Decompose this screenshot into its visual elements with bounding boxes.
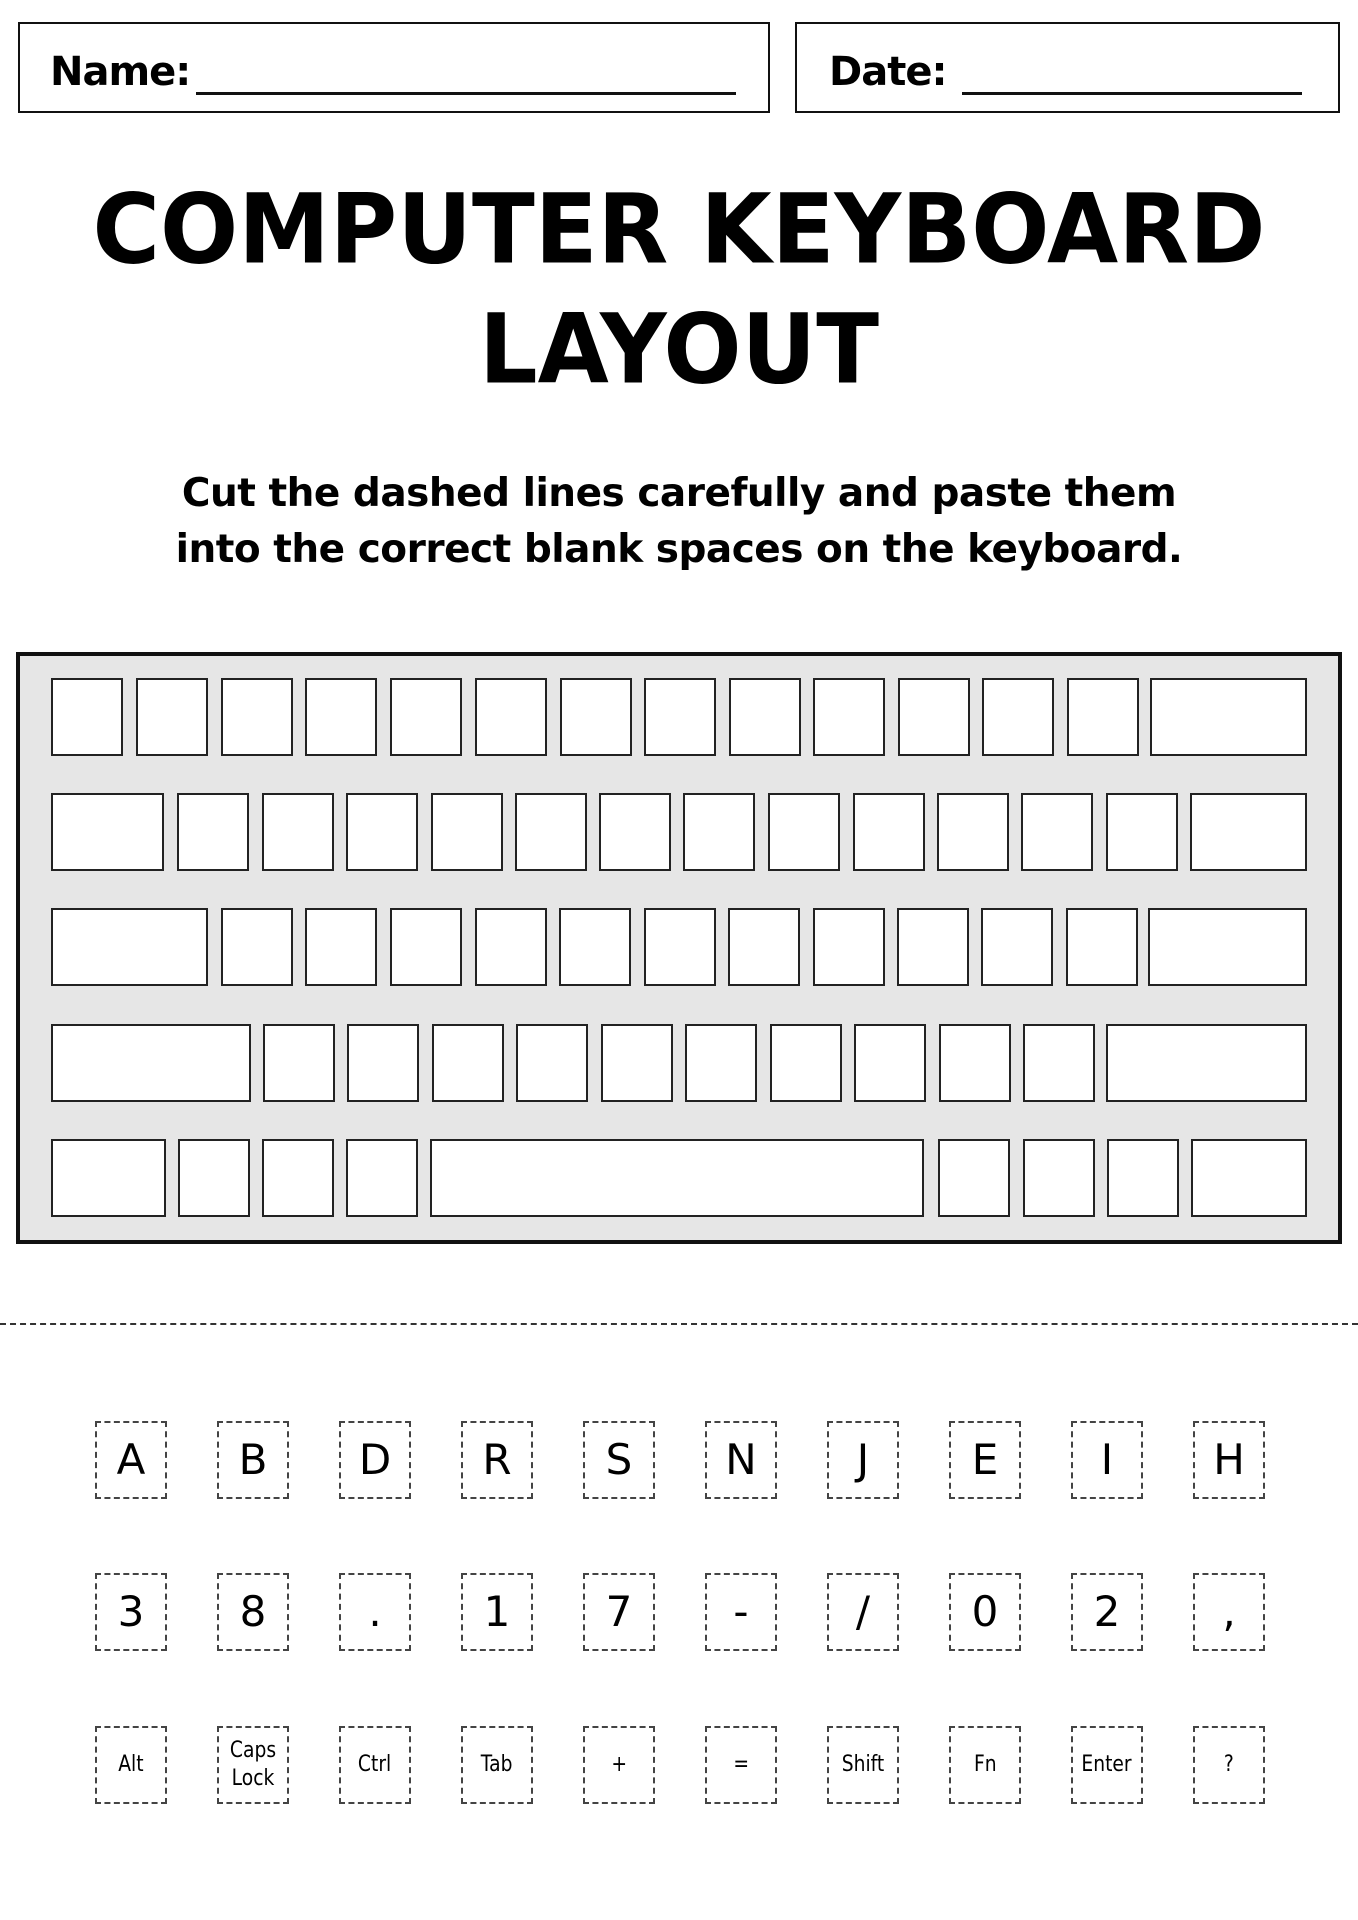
cutout-letter-card[interactable] bbox=[583, 1421, 655, 1499]
cutout-card-label: Ctrl bbox=[358, 1752, 392, 1777]
cutout-card-label: Shift bbox=[841, 1752, 885, 1777]
keyboard-blank-key-r4-k5 bbox=[516, 1024, 588, 1102]
keyboard-blank-key-r3-k2 bbox=[221, 908, 293, 986]
cutout-card-label: B bbox=[238, 1435, 268, 1484]
keyboard-blank-key-r3-k3 bbox=[305, 908, 377, 986]
cutout-card-label: J bbox=[856, 1435, 870, 1484]
keyboard-blank-key-r5-k9 bbox=[1191, 1139, 1307, 1217]
keyboard-blank-key-r1-k5 bbox=[390, 678, 462, 756]
keyboard-blank-key-r2-k7 bbox=[599, 793, 671, 871]
cutout-letter-card[interactable] bbox=[95, 1421, 167, 1499]
cutout-card-label: 2 bbox=[1093, 1587, 1121, 1636]
cutout-card-label: H bbox=[1213, 1435, 1245, 1484]
cutout-letter-card[interactable] bbox=[339, 1421, 411, 1499]
keyboard-blank-key-r2-k4 bbox=[346, 793, 418, 871]
cutout-card-label: R bbox=[482, 1435, 512, 1484]
keyboard-blank-key-r1-k2 bbox=[136, 678, 208, 756]
cutout-card-label: ? bbox=[1224, 1752, 1234, 1777]
cutout-card-label: 8 bbox=[239, 1587, 267, 1636]
keyboard-blank-key-r1-k14 bbox=[1150, 678, 1307, 756]
cutout-special-key-card[interactable] bbox=[827, 1726, 899, 1804]
cutout-symbol-card[interactable] bbox=[1193, 1573, 1265, 1651]
cutout-letter-card[interactable] bbox=[949, 1421, 1021, 1499]
keyboard-blank-key-r2-k13 bbox=[1106, 793, 1178, 871]
keyboard-blank-key-r3-k4 bbox=[390, 908, 462, 986]
cutout-special-key-card[interactable] bbox=[95, 1726, 167, 1804]
cutout-card-label: + bbox=[611, 1752, 627, 1777]
keyboard-blank-key-r3-k7 bbox=[644, 908, 716, 986]
instructions-line-2: into the correct blank spaces on the keyboard. bbox=[175, 527, 1183, 572]
keyboard-blank-key-r4-k12 bbox=[1106, 1024, 1307, 1102]
cutout-symbol-card[interactable] bbox=[95, 1573, 167, 1651]
cutout-card-label: N bbox=[725, 1435, 757, 1484]
keyboard-blank-key-r5-k7 bbox=[1023, 1139, 1095, 1217]
date-field-box bbox=[795, 22, 1340, 113]
keyboard-blank-key-r3-k11 bbox=[981, 908, 1053, 986]
name-field-box bbox=[18, 22, 770, 113]
keyboard-blank-key-r1-k8 bbox=[644, 678, 716, 756]
keyboard-blank-key-r1-k9 bbox=[729, 678, 801, 756]
keyboard-blank-key-r1-k7 bbox=[560, 678, 632, 756]
keyboard-blank-key-r2-k5 bbox=[431, 793, 503, 871]
cutout-special-key-card[interactable] bbox=[217, 1726, 289, 1804]
keyboard-blank-key-r1-k3 bbox=[221, 678, 293, 756]
keyboard-blank-key-r1-k13 bbox=[1067, 678, 1139, 756]
cutout-card-label: D bbox=[358, 1435, 392, 1484]
cutout-card-label: A bbox=[116, 1435, 146, 1484]
keyboard-blank-key-r4-k6 bbox=[601, 1024, 673, 1102]
date-write-line[interactable] bbox=[962, 92, 1302, 95]
keyboard-blank-key-r1-k1 bbox=[51, 678, 123, 756]
cutout-card-label: , bbox=[1222, 1587, 1236, 1636]
keyboard-blank-key-r3-k1 bbox=[51, 908, 208, 986]
date-label: Date: bbox=[829, 49, 947, 95]
keyboard-blank-key-r3-k5 bbox=[475, 908, 547, 986]
keyboard-blank-key-r2-k1 bbox=[51, 793, 164, 871]
cutout-letter-card[interactable] bbox=[1193, 1421, 1265, 1499]
keyboard-blank-key-r2-k6 bbox=[515, 793, 587, 871]
cutout-card-label: Alt bbox=[118, 1752, 144, 1777]
keyboard-blank-key-r2-k9 bbox=[768, 793, 840, 871]
keyboard-blank-key-r3-k6 bbox=[559, 908, 631, 986]
cutout-card-label: / bbox=[855, 1587, 871, 1636]
keyboard-blank-key-r1-k6 bbox=[475, 678, 547, 756]
keyboard-blank-key-r1-k4 bbox=[305, 678, 377, 756]
cutout-card-label: Fn bbox=[973, 1752, 997, 1777]
keyboard-blank-key-r2-k3 bbox=[262, 793, 334, 871]
keyboard-blank-key-r4-k7 bbox=[685, 1024, 757, 1102]
cutout-symbol-card[interactable] bbox=[949, 1573, 1021, 1651]
cutout-card-label: Tab bbox=[481, 1752, 513, 1777]
keyboard-blank-key-r5-k4 bbox=[346, 1139, 418, 1217]
cutout-letter-card[interactable] bbox=[705, 1421, 777, 1499]
page-title-line-2: LAYOUT bbox=[478, 293, 880, 406]
keyboard-blank-key-r3-k9 bbox=[813, 908, 885, 986]
cutout-card-label: 1 bbox=[483, 1587, 511, 1636]
cutout-card-label: Caps Lock bbox=[229, 1738, 277, 1791]
cutout-symbol-card[interactable] bbox=[583, 1573, 655, 1651]
page-title-line-1: COMPUTER KEYBOARD bbox=[92, 173, 1266, 286]
keyboard-blank-key-r4-k9 bbox=[854, 1024, 926, 1102]
cutout-special-key-card[interactable] bbox=[949, 1726, 1021, 1804]
cutout-card-label: Enter bbox=[1081, 1752, 1133, 1777]
name-write-line[interactable] bbox=[196, 92, 736, 95]
keyboard-blank-key-r2-k12 bbox=[1021, 793, 1093, 871]
keyboard-blank-key-r5-k6 bbox=[938, 1139, 1010, 1217]
keyboard-blank-key-r4-k10 bbox=[939, 1024, 1011, 1102]
cutout-card-label: 0 bbox=[971, 1587, 999, 1636]
name-label: Name: bbox=[50, 49, 191, 95]
keyboard-blank-key-r1-k12 bbox=[982, 678, 1054, 756]
cutout-card-label: S bbox=[605, 1435, 633, 1484]
keyboard-blank-key-r1-k10 bbox=[813, 678, 885, 756]
keyboard-blank-key-r4-k11 bbox=[1023, 1024, 1095, 1102]
keyboard-blank-key-r2-k2 bbox=[177, 793, 249, 871]
keyboard-blank-key-r4-k3 bbox=[347, 1024, 419, 1102]
cutout-card-label: 3 bbox=[117, 1587, 145, 1636]
cutout-special-key-card[interactable] bbox=[1193, 1726, 1265, 1804]
keyboard-blank-key-r2-k11 bbox=[937, 793, 1009, 871]
cutout-special-key-card[interactable] bbox=[339, 1726, 411, 1804]
keyboard-blank-key-r4-k4 bbox=[432, 1024, 504, 1102]
keyboard-blank-key-r2-k8 bbox=[683, 793, 755, 871]
keyboard-blank-key-r3-k12 bbox=[1066, 908, 1138, 986]
cutout-special-key-card[interactable] bbox=[461, 1726, 533, 1804]
keyboard-blank-key-r1-k11 bbox=[898, 678, 970, 756]
keyboard-blank-key-r4-k2 bbox=[263, 1024, 335, 1102]
cutout-symbol-card[interactable] bbox=[827, 1573, 899, 1651]
cutout-card-label: = bbox=[733, 1752, 749, 1777]
cutout-letter-card[interactable] bbox=[461, 1421, 533, 1499]
keyboard-blank-key-r2-k10 bbox=[853, 793, 925, 871]
cutout-letter-card[interactable] bbox=[217, 1421, 289, 1499]
cutout-letter-card[interactable] bbox=[827, 1421, 899, 1499]
keyboard-blank-key-r5-k8 bbox=[1107, 1139, 1179, 1217]
cutout-symbol-card[interactable] bbox=[1071, 1573, 1143, 1651]
keyboard-blank-key-r5-k2 bbox=[178, 1139, 250, 1217]
keyboard-frame bbox=[16, 652, 1342, 1244]
keyboard-blank-key-r3-k13 bbox=[1148, 908, 1307, 986]
cutout-special-key-card[interactable] bbox=[705, 1726, 777, 1804]
keyboard-blank-key-r3-k8 bbox=[728, 908, 800, 986]
cutout-symbol-card[interactable] bbox=[217, 1573, 289, 1651]
cutout-card-label: E bbox=[971, 1435, 999, 1484]
instructions-line-1: Cut the dashed lines carefully and paste them bbox=[181, 471, 1177, 516]
keyboard-blank-key-r3-k10 bbox=[897, 908, 969, 986]
dashed-cut-line bbox=[0, 1323, 1358, 1325]
keyboard-blank-key-r5-k1 bbox=[51, 1139, 166, 1217]
cutout-card-label: - bbox=[733, 1587, 749, 1636]
cutout-card-label: . bbox=[368, 1587, 382, 1636]
cutout-symbol-card[interactable] bbox=[339, 1573, 411, 1651]
cutout-card-label: 7 bbox=[605, 1587, 633, 1636]
cutout-letter-card[interactable] bbox=[1071, 1421, 1143, 1499]
keyboard-blank-key-r4-k1 bbox=[51, 1024, 251, 1102]
keyboard-blank-key-r5-k3 bbox=[262, 1139, 334, 1217]
cutout-symbol-card[interactable] bbox=[461, 1573, 533, 1651]
keyboard-blank-key-r4-k8 bbox=[770, 1024, 842, 1102]
cutout-special-key-card[interactable] bbox=[583, 1726, 655, 1804]
keyboard-blank-key-r5-k5 bbox=[430, 1139, 924, 1217]
cutout-card-label: I bbox=[1100, 1435, 1114, 1484]
cutout-special-key-card[interactable] bbox=[1071, 1726, 1143, 1804]
keyboard-blank-key-r2-k14 bbox=[1190, 793, 1307, 871]
cutout-symbol-card[interactable] bbox=[705, 1573, 777, 1651]
